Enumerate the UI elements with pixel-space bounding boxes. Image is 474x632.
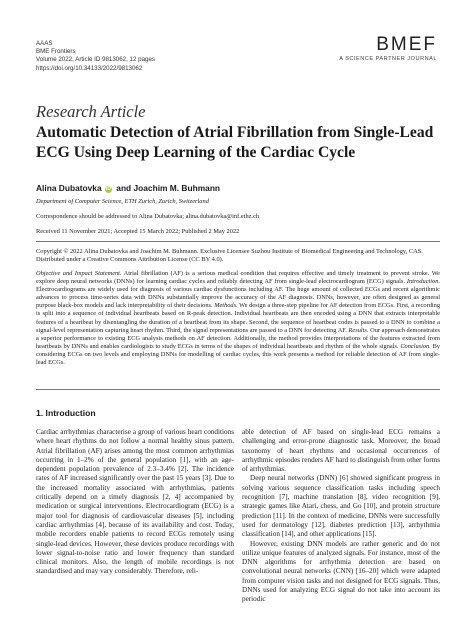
text-column-left: [36, 428, 234, 577]
abstract-label: Objective and Impact Statement.: [36, 270, 122, 277]
abstract-text: By considering ECGs on two levels and employing DNNs for modelling of cardiac cycles, this work presents a method for reliable detection of AF from single-lead ECGs.: [36, 342, 440, 367]
author-list: [36, 183, 220, 193]
text-column-right: [242, 428, 440, 605]
paper-title: Automatic Detection of Atrial Fibrillation from Single-Lead ECG Using Deep Learning of the Cardiac Cycle: [36, 124, 434, 161]
abstract-label: Methods.: [214, 302, 238, 310]
abstract-text: Our approach demonstrates a superior performance to existing ECG analysis methods on AF detection. Additionally, the method provides interpretations of the features extracted from heartbeats by DNNs and enables cardiologists to study ECGs in terms of the shapes of individual heartbeats and rhythm of the whole signals.: [36, 326, 440, 350]
abstract-text: Atrial fibrillation (AF) is a serious medical condition that requires effective and timely treatment to prevent stroke. We explore deep neural networks (DNNs) for learning cardiac cycles and reliably detecting AF from single-lead electrocardiogram (ECG) signals.: [36, 270, 440, 286]
divider: [36, 389, 440, 390]
abstract: [36, 270, 440, 367]
paragraph: However, existing DNN models are rather generic and do not utilize unique features of analyzed signals. For instance, most of the DNN algorithms for arrhythmia detection are based on convolutional neural networks (CNN) [16–20] which were adapted from computer vision tasks and not designed for ECG signals. Thus, DNNs used for analyzing ECG signal do not take into account its periodic: [242, 539, 440, 604]
orcid-icon[interactable]: iD: [105, 186, 111, 192]
abstract-label: Conclusion.: [400, 342, 431, 350]
publisher-line: AAAS: [36, 40, 53, 47]
journal-logo: [339, 35, 437, 62]
author-name[interactable]: Alina Dubatovka: [36, 183, 102, 193]
section-heading: 1. Introduction: [36, 408, 96, 418]
abstract-label: Results.: [348, 326, 369, 334]
abstract-text: We design a three-step pipeline for AF detection from ECGs. First, a recording is split into a sequence of individual heartbeats based on R-peak detection. Individual heartbeats are then encoded using a DNN that extracts interpretable features of a heartbeat by disentangling the duration of a heartbeat from its shape. Second, the sequence of heartbeat codes is passed to a DNN to combine a signal-level representation capturing heart rhythm. Third, the signal representations are passed to a DNN for detecting AF.: [36, 302, 440, 334]
paragraph: Deep neural networks (DNN) [6] showed significant progress in solving various sequence classification tasks including speech recognition [7], machine translation [8], video recognition [9], strategic games like Atari, chess, and Go [10], and protein structure prediction [11]. In the context of medicine, DNNs were successfully used for dermatology [12], diabetes prediction [13], arrhythmia classification [14], and other applications [15].: [242, 474, 440, 539]
journal-header-info: [36, 40, 155, 73]
doi-link[interactable]: https://doi.org/10.34133/2022/9813062: [36, 64, 143, 72]
journal-line: BME Frontiers: [36, 48, 76, 56]
copyright-notice: Copyright © 2022 Alina Dubatovka and Joachim M. Buhmann. Exclusive Licensee Suzhou Institute of Biomedical Engineering and Technology, CAS. Distributed under a Creative Commons Attribution License (CC BY 4.0).: [36, 248, 423, 264]
journal-logo-name: BMEF: [376, 34, 437, 55]
article-type: Research Article: [36, 102, 146, 121]
abstract-label: Introduction.: [406, 278, 440, 286]
journal-logo-subtitle: A SCIENCE PARTNER JOURNAL: [339, 56, 437, 62]
author-name[interactable]: and Joachim M. Buhmann: [116, 183, 221, 193]
correspondence: Correspondence should be addressed to Alina Dubatovka; alina.dubatovka@inf.ethz.ch: [36, 213, 260, 220]
paragraph: Cardiac arrhythmias characterise a group of various heart conditions where heart rhythms do not follow a normal healthy sinus pattern. Atrial fibrillation (AF) arises among the most common arrhythmias occurring in 1–2% of the general population [1], with an age-dependent population prevalence of 2.3–3.4% [2]. The incidence rates of AF increased significantly over the past 15 years [3]. Due to the increased mortality associated with arrhythmias, patients critically depend on a timely diagnosis [2, 4] accompanied by medication or surgical interventions. Electrocardiogram (ECG) is a major tool for diagnosis of cardiovascular diseases [5], including cardiac arrhythmias [4], because of its availability and cost. Today, mobile recorders enable patients to record ECGs remotely using single-lead devices. However, these devices produce recordings with lower signal-to-noise ratio and lower frequency than standard clinical monitors. Also, the length of mobile recordings is not standardised and may vary considerably. Therefore, reli-: [36, 428, 234, 576]
divider: [36, 241, 440, 242]
paragraph: able detection of AF based on single-lead ECG remains a challenging and error-prone diagnostic task. Moreover, the broad taxonomy of heart rhythms and occasional occurrences of arrhythmic episodes renders AF hard to distinguish from other forms of arrhythmias.: [242, 428, 440, 474]
publication-dates: Received 11 November 2021; Accepted 15 March 2022; Published 2 May 2022: [36, 228, 240, 235]
affiliation: Department of Computer Science, ETH Zurich, Zurich, Switzerland: [36, 198, 209, 205]
abstract-text: Electrocardiograms are widely used for diagnosis of various cardiac dysfunctions including AF. The huge amount of collected ECGs and recent algorithmic advances to process time-series data with DNNs substantially improve the accuracy of the AF diagnosis. DNNs, however, are often designed as general purpose black-box models and lack interpretability of their decisions.: [36, 286, 440, 310]
volume-line: Volume 2022, Article ID 9813062, 12 pages: [36, 56, 156, 64]
